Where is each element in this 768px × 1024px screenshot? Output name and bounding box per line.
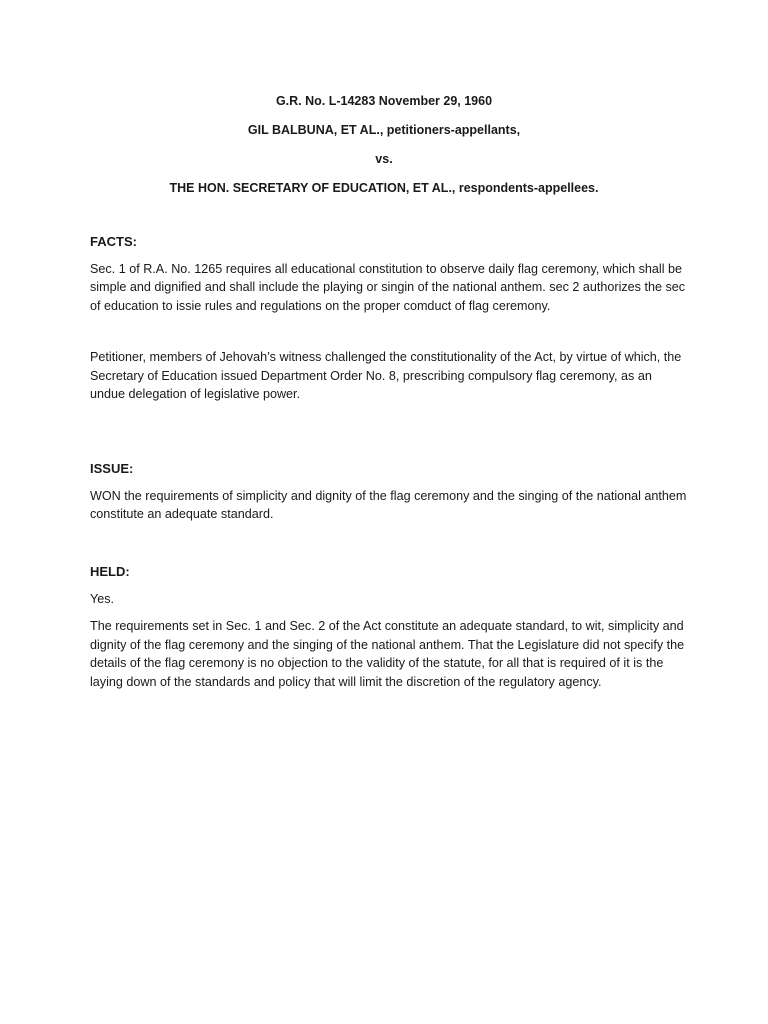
issue-paragraph: WON the requirements of simplicity and dignity of the flag ceremony and the singing of the national anthem constitute an adequate standard. [90, 489, 687, 522]
held-heading: HELD: [90, 564, 130, 579]
held-section [90, 563, 690, 691]
held-answer: Yes. [90, 592, 115, 606]
facts-heading: FACTS: [90, 234, 137, 249]
facts-paragraph-2: Petitioner, members of Jehovah’s witness challenged the constitutionality of the Act, by virtue of which, the Secretary of Education issued Department Order No. 8, prescribing compulsory flag ceremony, as an undue delegation of legislative power. [90, 350, 682, 402]
held-paragraph: The requirements set in Sec. 1 and Sec. 2 of the Act constitute an adequate standard, to wit, simplicity and dignity of the flag ceremony and the singing of the national anthem. That the Legislature did not specify the details of the flag ceremony is no objection to the validity of the statute, for all that is required of it is the laying down of the standards and policy that will limit the discretion of the regulatory agency. [90, 619, 685, 689]
case-caption [0, 92, 768, 208]
versus-line: vs. [375, 152, 393, 166]
case-number: G.R. No. L-14283 November 29, 1960 [275, 94, 493, 108]
facts-section [90, 233, 690, 403]
petitioners-line: GIL BALBUNA, ET AL., petitioners-appellants, [247, 123, 521, 137]
facts-paragraph-1: Sec. 1 of R.A. No. 1265 requires all educational constitution to observe daily flag ceremony, which shall be simple and dignified and shall include the playing or singin of the national anthem. sec 2 authorizes the sec of education to issie rules and regulations on the proper comduct of flag ceremony. [90, 262, 686, 313]
issue-heading: ISSUE: [90, 461, 134, 476]
issue-section [90, 460, 690, 524]
respondents-line: THE HON. SECRETARY OF EDUCATION, ET AL., respondents-appellees. [169, 181, 599, 195]
